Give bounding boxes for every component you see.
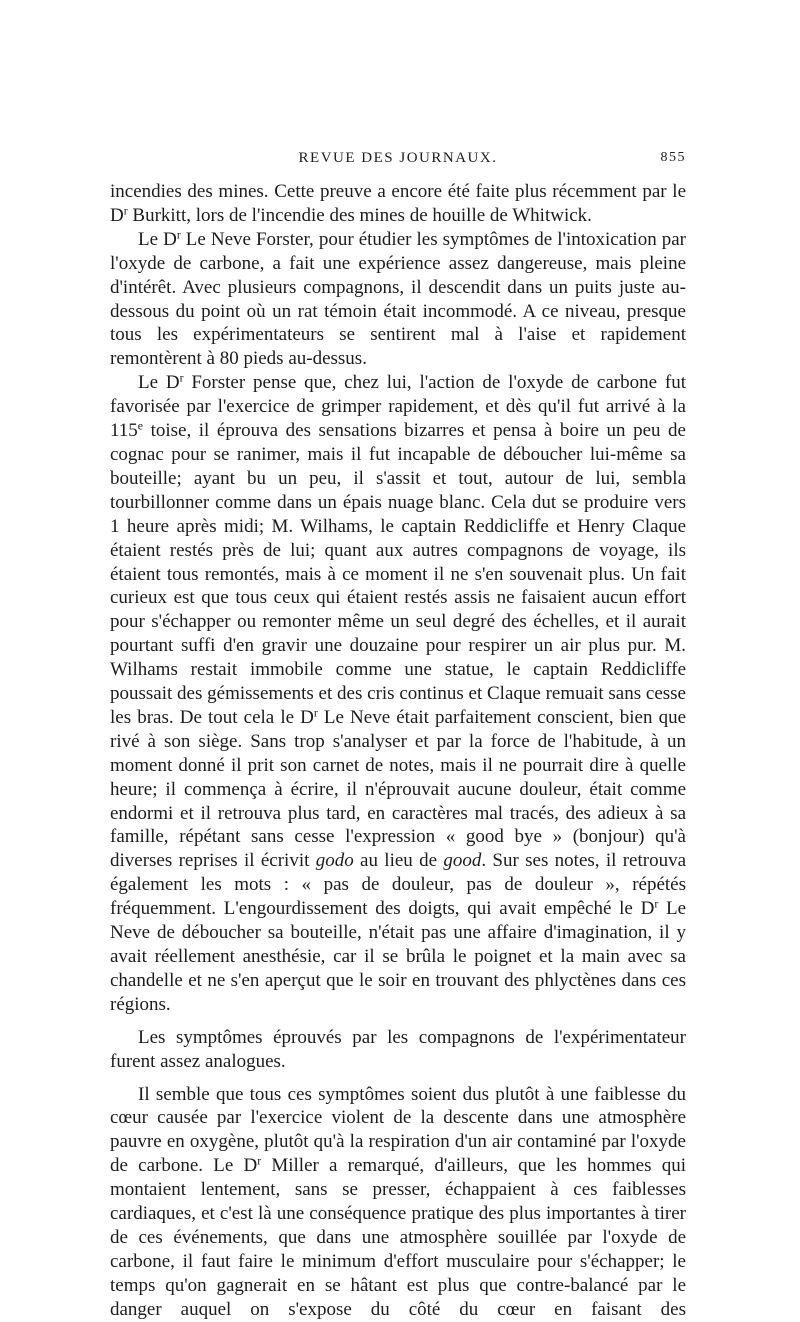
text-run: Le Neve était parfaitement conscient, bien que rivé à son siège. Sans trop s'analyser et par la force de l'habitude, à un moment donné il prit son carnet de notes, mais il ne pourrait dire à quelle heure; il commença à écrire, il n'éprouvait aucune douleur, était comme endormi et il retrouva plus tard, en caractères mal tracés, des adieux à sa famille, répétant sans cesse l'expression « good bye » (bonjour) qu'à diverses reprises il écrivit: [110, 706, 687, 872]
text-run: Forster pense que, chez lui, l'action de l'oxyde de carbone fut favorisée par l'exercice de grimper rapidement, et dès qu'il fut arrivé à la 115: [110, 372, 686, 442]
text-run: Miller a remarqué, d'ailleurs, que les hommes qui montaient lentement, sans se presser, échappaient à ces faiblesses cardiaques, et c'est là une conséquence pratique des plus importantes à tirer de ces événements, que dans une atmosphère souillée par l'oxyde de carbone, il faut faire le minimum d'effort musculaire pour s'échapper; le temps qu'on gagnerait en se hâtant est plus que contre-balancé par le danger auquel on s'expose du côté du cœur en faisant des: [110, 1155, 686, 1320]
text-run: Il semble que tous ces symptômes soient dus plutôt à une faiblesse du cœur causée par l'exercice violent de la descente dans une atmosphère pauvre en oxygène, plutôt qu'à la respiration d'un air contaminé par l'oxyde de carbone. Le D: [110, 1083, 686, 1177]
running-header: [110, 140, 686, 180]
article-body: [110, 180, 686, 1322]
book-page: [110, 140, 686, 1322]
superscript: r: [176, 228, 181, 242]
page-number: 855: [660, 150, 686, 165]
italic-word: good: [443, 850, 482, 872]
text-run: . Sur ses notes, il retrouva également les mots : « pas de douleur, pas de douleur », répétés fréquemment. L'engourdissement des doigts, qui avait empêché le D: [110, 850, 687, 920]
text-run: Burkitt, lors de l'incendie des mines de houille de Whitwick.: [127, 204, 592, 226]
paragraph: [110, 371, 686, 1016]
text-run: Le Neve Forster, pour étudier les symptômes de l'intoxication par l'oxyde de carbone, a fait une expérience assez dangereuse, mais pleine d'intérêt. Avec plusieurs compagnons, il descendit dans un puits juste au-dessous du point où un rat témoin était incommodé. A ce niveau, presque tous les expérimentateurs se sentirent mal à l'aise et rapidement remontèrent à 80 pieds au-dessus.: [110, 228, 687, 370]
paragraph: [110, 228, 686, 371]
text-run: Le D: [138, 372, 180, 394]
text-run: Le D: [138, 228, 177, 250]
superscript: r: [123, 204, 128, 218]
text-run: toise, il éprouva des sensations bizarres et pensa à boire un peu de cognac pour se ranimer, mais il fut incapable de déboucher lui-même sa bouteille; ayant bu un peu, il s'assit et tout, autour de lui, sembla tourbillonner comme dans un épais nuage blanc. Cela dut se produire vers 1 heure après midi; M. Wilhams, le captain Reddicliffe et Henry Claque étaient restés près de lui; quant aux autres compagnons de voyage, ils étaient tous remontés, mais à ce moment il ne s'en souvenait plus. Un fait curieux est que tous ceux qui étaient restés assis ne faisaient aucun effort pour s'échapper ou remonter même un seul degré des échelles, et il aurait pourtant suffi d'en gravir une douzaine pour respirer un air plus pur. M. Wilhams restait immobile comme une statue, le captain Reddicliffe poussait des gémissements et des cris continus et Claque remuait sans cesse les bras. De tout cela le D: [110, 420, 686, 728]
superscript: r: [179, 371, 184, 385]
paragraph: [110, 1083, 686, 1322]
text-run: Le Neve de déboucher sa bouteille, n'était pas une affaire d'imagination, il y avait réellement anesthésie, car il se brûla le poignet et la main avec sa chandelle et ne s'en aperçut que le soir en trouvant des phlyctènes dans ces régions.: [110, 898, 686, 1015]
italic-word: godo: [315, 850, 354, 872]
superscript: r: [313, 706, 318, 720]
text-run: incendies des mines. Cette preuve a encore été faite plus récemment par le D: [110, 181, 686, 226]
paragraph: [110, 1026, 686, 1074]
running-title: REVUE DES JOURNAUX.: [298, 150, 498, 166]
text-run: Les symptômes éprouvés par les compagnons de l'expérimentateur furent assez analogues.: [110, 1026, 686, 1072]
paragraph: [110, 180, 686, 228]
superscript: e: [137, 419, 144, 433]
superscript: r: [257, 1154, 262, 1168]
superscript: r: [654, 897, 659, 911]
text-run: au lieu de: [353, 850, 444, 872]
